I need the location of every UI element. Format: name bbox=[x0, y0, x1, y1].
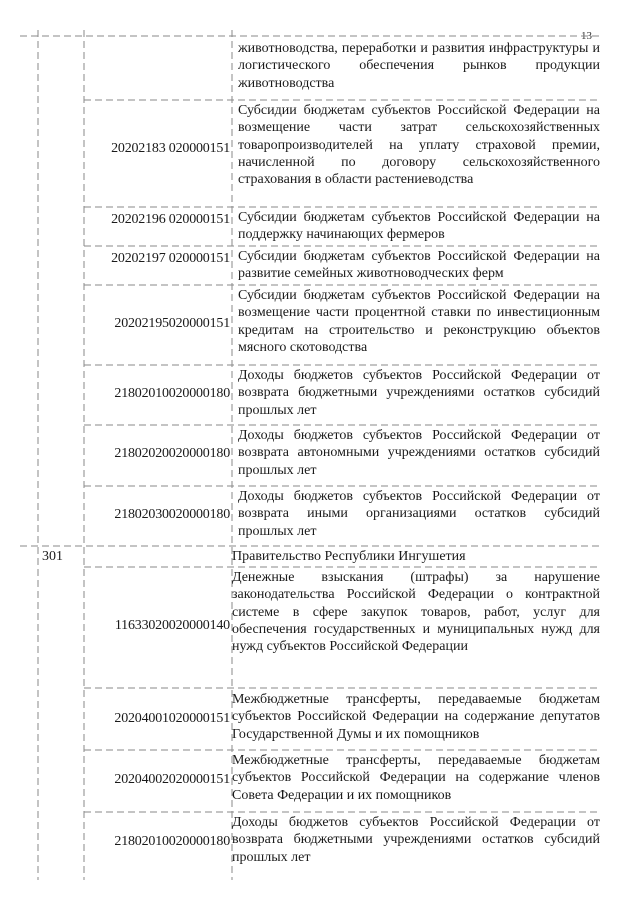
row-description: Субсидии бюджетам субъектов Российской Федерации на развитие семейных животноводческих ферм bbox=[238, 249, 600, 282]
row-description: Денежные взыскания (штрафы) за нарушение законодательства Российской Федерации о контрактной системе в сфере закупок товаров, работ, услуг для обеспечения государственных и муниципальных нужд для нужд субъектов Российской Федерации bbox=[232, 570, 600, 655]
row-code: 21802010020000180 bbox=[114, 834, 230, 849]
row-code: 20204001020000151 bbox=[114, 711, 230, 726]
row-description: Доходы бюджетов субъектов Российской Федерации от возврата автономными учреждениями остатков субсидий прошлых лет bbox=[238, 428, 600, 478]
row-code: 21802030020000180 bbox=[114, 507, 230, 522]
row-description: Доходы бюджетов субъектов Российской Федерации от возврата иными организациями остатков субсидий прошлых лет bbox=[238, 489, 600, 539]
row-description: Субсидии бюджетам субъектов Российской Федерации на возмещение части процентной ставки по инвестиционным кредитам на строительство и реконструкцию объектов мясного скотоводства bbox=[238, 288, 600, 355]
row-code: 21802010020000180 bbox=[114, 386, 230, 401]
row-code: 20202195020000151 bbox=[114, 316, 230, 331]
page-number: 13 bbox=[581, 30, 592, 42]
row-description: Доходы бюджетов субъектов Российской Федерации от возврата бюджетными учреждениями остатков субсидий прошлых лет bbox=[232, 815, 600, 865]
row-description: Доходы бюджетов субъектов Российской Федерации от возврата бюджетными учреждениями остатков субсидий прошлых лет bbox=[238, 368, 600, 418]
row-description: Субсидии бюджетам субъектов Российской Федерации на возмещение части затрат сельскохозяйственных товаропроизводителей на уплату страховой премии, начисленной по договору сельскохозяйственного страхования в области растениеводства bbox=[238, 103, 600, 188]
row-code: 21802020020000180 bbox=[114, 446, 230, 461]
row-admin-code: 301 bbox=[42, 549, 63, 564]
row-code: 20204002020000151 bbox=[114, 772, 230, 787]
row-code: 20202197 020000151 bbox=[111, 251, 230, 266]
row-code: 20202183 020000151 bbox=[111, 141, 230, 156]
row-description: животноводства, переработки и развития инфраструктуры и логистического обеспечения рынков продукции животноводства bbox=[238, 41, 600, 91]
row-description: Межбюджетные трансферты, передаваемые бюджетам субъектов Российской Федерации на содержание депутатов Государственной Думы и их помощников bbox=[232, 692, 600, 742]
row-description: Межбюджетные трансферты, передаваемые бюджетам субъектов Российской Федерации на содержание членов Совета Федерации и их помощников bbox=[232, 753, 600, 803]
row-code: 11633020020000140 bbox=[114, 618, 230, 633]
row-code: 20202196 020000151 bbox=[111, 212, 230, 227]
row-description: Правительство Республики Ингушетия bbox=[232, 549, 466, 564]
row-description: Субсидии бюджетам субъектов Российской Федерации на поддержку начинающих фермеров bbox=[238, 210, 600, 243]
